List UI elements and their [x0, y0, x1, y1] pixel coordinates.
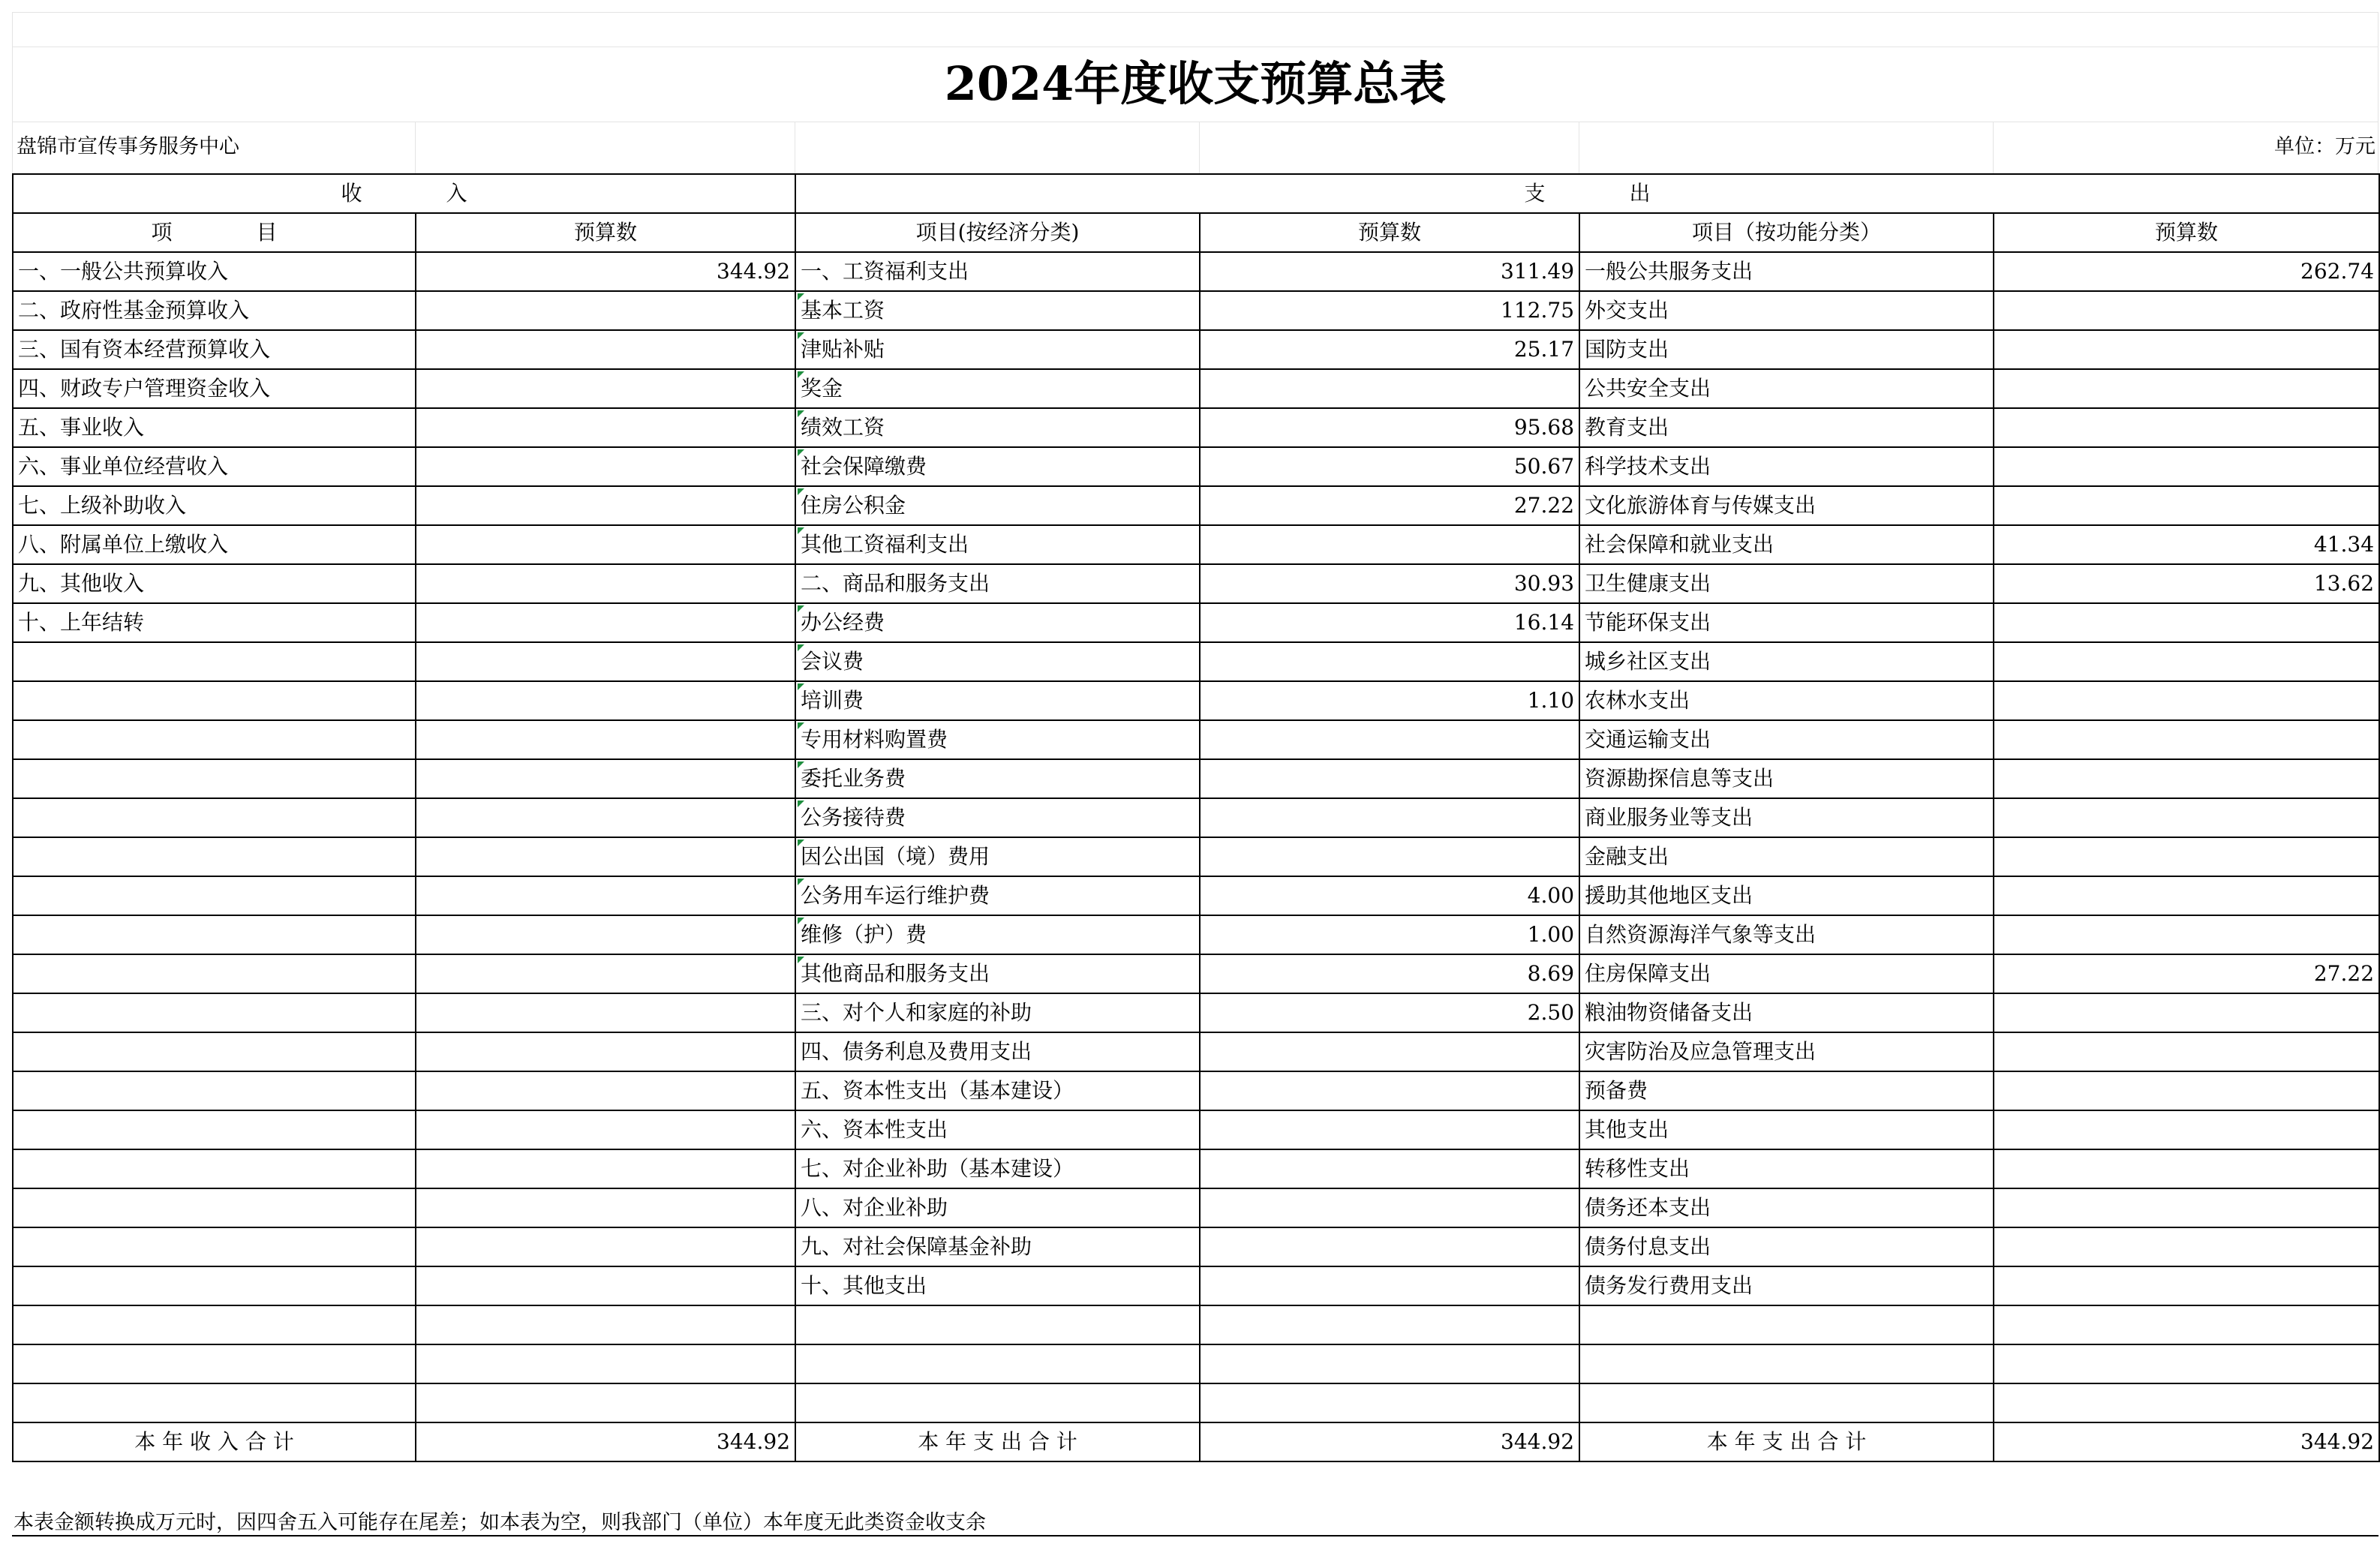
econ-amount-cell: 4.00: [1200, 876, 1579, 915]
func-item-cell: 农林水支出: [1579, 681, 1994, 720]
table-row: [13, 759, 2379, 798]
econ-amount-cell: [1200, 798, 1579, 837]
func-amount-cell: [1994, 642, 2379, 681]
econ-item-cell: 八、对企业补助: [795, 1188, 1200, 1227]
econ-item-cell: 绩效工资: [795, 408, 1200, 447]
econ-amount-cell: [1200, 1266, 1579, 1305]
func-amount-cell: [1994, 1383, 2379, 1422]
func-amount-cell: [1994, 1266, 2379, 1305]
econ-amount-cell: 311.49: [1200, 252, 1579, 291]
income-amount-cell: [416, 603, 795, 642]
func-amount-cell: [1994, 1032, 2379, 1071]
econ-item-cell: 公务接待费: [795, 798, 1200, 837]
income-amount-cell: [416, 369, 795, 408]
column-header-row: [13, 213, 2379, 252]
econ-amount-cell: [1200, 837, 1579, 876]
income-item-cell: [13, 1071, 416, 1110]
econ-item-cell: 六、资本性支出: [795, 1110, 1200, 1149]
income-amount-cell: [416, 1188, 795, 1227]
func-item-cell: 科学技术支出: [1579, 447, 1994, 486]
func-amount-cell: 27.22: [1994, 954, 2379, 993]
income-amount-cell: [416, 486, 795, 525]
income-amount-cell: [416, 1110, 795, 1149]
income-amount-cell: [416, 1266, 795, 1305]
income-amount-cell: [416, 720, 795, 759]
func-item-cell: 债务发行费用支出: [1579, 1266, 1994, 1305]
func-item-cell: 城乡社区支出: [1579, 642, 1994, 681]
expense-section-header: 支 出: [795, 174, 2379, 213]
econ-total-amount: 344.92: [1200, 1422, 1579, 1461]
income-amount-cell: [416, 642, 795, 681]
func-total-amount: 344.92: [1994, 1422, 2379, 1461]
econ-amount-cell: 112.75: [1200, 291, 1579, 330]
income-total-amount: 344.92: [416, 1422, 795, 1461]
table-body: [13, 252, 2379, 1422]
econ-item-cell: 其他工资福利支出: [795, 525, 1200, 564]
econ-amount-cell: [1200, 1032, 1579, 1071]
budget-table: [12, 173, 2380, 1462]
func-amount-cell: [1994, 1344, 2379, 1383]
func-item-cell: 自然资源海洋气象等支出: [1579, 915, 1994, 954]
income-item-cell: [13, 1032, 416, 1071]
table-row: [13, 642, 2379, 681]
econ-total-label: 本 年 支 出 合 计: [795, 1422, 1200, 1461]
econ-item-cell: 其他商品和服务支出: [795, 954, 1200, 993]
income-item-cell: 三、国有资本经营预算收入: [13, 330, 416, 369]
footnote-underline: [12, 1535, 2378, 1536]
income-amount-cell: [416, 564, 795, 603]
func-item-cell: 住房保障支出: [1579, 954, 1994, 993]
income-item-cell: [13, 1383, 416, 1422]
table-row: [13, 486, 2379, 525]
table-row: [13, 330, 2379, 369]
income-item-cell: [13, 837, 416, 876]
econ-amount-cell: [1200, 759, 1579, 798]
table-row: [13, 564, 2379, 603]
income-item-cell: 五、事业收入: [13, 408, 416, 447]
func-amount-cell: 41.34: [1994, 525, 2379, 564]
econ-item-cell: 住房公积金: [795, 486, 1200, 525]
econ-item-cell: 办公经费: [795, 603, 1200, 642]
func-item-cell: 债务还本支出: [1579, 1188, 1994, 1227]
func-amount-cell: [1994, 1071, 2379, 1110]
econ-item-cell: 奖金: [795, 369, 1200, 408]
econ-item-cell: 维修（护）费: [795, 915, 1200, 954]
table-row: [13, 1110, 2379, 1149]
income-item-cell: [13, 1305, 416, 1344]
func-amount-cell: 262.74: [1994, 252, 2379, 291]
income-amount-cell: 344.92: [416, 252, 795, 291]
func-item-cell: 文化旅游体育与传媒支出: [1579, 486, 1994, 525]
econ-amount-cell: [1200, 369, 1579, 408]
page-title: 2024年度收支预算总表: [944, 56, 1447, 111]
func-item-cell: [1579, 1344, 1994, 1383]
econ-amount-cell: 2.50: [1200, 993, 1579, 1032]
table-row: [13, 876, 2379, 915]
table-row: [13, 720, 2379, 759]
income-item-cell: [13, 720, 416, 759]
func-item-cell: 预备费: [1579, 1071, 1994, 1110]
col-header-item: 项 目: [13, 213, 416, 252]
table-row: [13, 1305, 2379, 1344]
func-amount-cell: [1994, 1110, 2379, 1149]
func-amount-cell: [1994, 1305, 2379, 1344]
econ-amount-cell: [1200, 720, 1579, 759]
table-row: [13, 1149, 2379, 1188]
econ-item-cell: 委托业务费: [795, 759, 1200, 798]
income-item-cell: 一、一般公共预算收入: [13, 252, 416, 291]
income-amount-cell: [416, 876, 795, 915]
income-item-cell: [13, 759, 416, 798]
econ-amount-cell: 30.93: [1200, 564, 1579, 603]
econ-item-cell: 会议费: [795, 642, 1200, 681]
table-row: [13, 1032, 2379, 1071]
econ-item-cell: 五、资本性支出（基本建设）: [795, 1071, 1200, 1110]
econ-item-cell: 基本工资: [795, 291, 1200, 330]
func-amount-cell: [1994, 603, 2379, 642]
income-amount-cell: [416, 1383, 795, 1422]
func-amount-cell: [1994, 837, 2379, 876]
econ-item-cell: 一、工资福利支出: [795, 252, 1200, 291]
func-item-cell: 粮油物资储备支出: [1579, 993, 1994, 1032]
income-item-cell: 十、上年结转: [13, 603, 416, 642]
func-item-cell: 金融支出: [1579, 837, 1994, 876]
totals-row: [13, 1422, 2379, 1461]
income-item-cell: 六、事业单位经营收入: [13, 447, 416, 486]
table-row: [13, 798, 2379, 837]
income-item-cell: [13, 798, 416, 837]
table-row: [13, 1071, 2379, 1110]
table-row: [13, 291, 2379, 330]
func-item-cell: 一般公共服务支出: [1579, 252, 1994, 291]
func-item-cell: 转移性支出: [1579, 1149, 1994, 1188]
func-amount-cell: [1994, 486, 2379, 525]
income-amount-cell: [416, 954, 795, 993]
econ-amount-cell: 1.00: [1200, 915, 1579, 954]
func-item-cell: 资源勘探信息等支出: [1579, 759, 1994, 798]
econ-item-cell: 十、其他支出: [795, 1266, 1200, 1305]
func-item-cell: 教育支出: [1579, 408, 1994, 447]
col-header-budget: 预算数: [416, 213, 795, 252]
func-item-cell: 援助其他地区支出: [1579, 876, 1994, 915]
econ-amount-cell: 50.67: [1200, 447, 1579, 486]
income-amount-cell: [416, 1071, 795, 1110]
func-item-cell: 灾害防治及应急管理支出: [1579, 1032, 1994, 1071]
econ-item-cell: 九、对社会保障基金补助: [795, 1227, 1200, 1266]
income-amount-cell: [416, 681, 795, 720]
income-item-cell: 七、上级补助收入: [13, 486, 416, 525]
econ-item-cell: 公务用车运行维护费: [795, 876, 1200, 915]
func-amount-cell: [1994, 408, 2379, 447]
table-row: [13, 369, 2379, 408]
func-amount-cell: [1994, 798, 2379, 837]
func-item-cell: 交通运输支出: [1579, 720, 1994, 759]
econ-amount-cell: [1200, 1344, 1579, 1383]
econ-item-cell: [795, 1344, 1200, 1383]
econ-amount-cell: [1200, 1305, 1579, 1344]
econ-amount-cell: [1200, 1227, 1579, 1266]
func-amount-cell: 13.62: [1994, 564, 2379, 603]
econ-amount-cell: [1200, 1149, 1579, 1188]
func-amount-cell: [1994, 681, 2379, 720]
func-item-cell: [1579, 1383, 1994, 1422]
func-item-cell: [1579, 1305, 1994, 1344]
income-item-cell: [13, 993, 416, 1032]
func-item-cell: 外交支出: [1579, 291, 1994, 330]
func-item-cell: 节能环保支出: [1579, 603, 1994, 642]
table-row: [13, 1383, 2379, 1422]
income-item-cell: [13, 1344, 416, 1383]
func-amount-cell: [1994, 720, 2379, 759]
econ-amount-cell: 95.68: [1200, 408, 1579, 447]
col-header-budget: 预算数: [1200, 213, 1579, 252]
table-row: [13, 408, 2379, 447]
econ-item-cell: 三、对个人和家庭的补助: [795, 993, 1200, 1032]
econ-amount-cell: [1200, 525, 1579, 564]
econ-amount-cell: 8.69: [1200, 954, 1579, 993]
income-amount-cell: [416, 1227, 795, 1266]
income-item-cell: [13, 915, 416, 954]
econ-amount-cell: 16.14: [1200, 603, 1579, 642]
income-item-cell: [13, 681, 416, 720]
income-amount-cell: [416, 1149, 795, 1188]
func-item-cell: 债务付息支出: [1579, 1227, 1994, 1266]
table-row: [13, 447, 2379, 486]
income-amount-cell: [416, 798, 795, 837]
func-item-cell: 社会保障和就业支出: [1579, 525, 1994, 564]
income-item-cell: [13, 1188, 416, 1227]
col-header-budget: 预算数: [1994, 213, 2379, 252]
income-item-cell: 九、其他收入: [13, 564, 416, 603]
income-amount-cell: [416, 1344, 795, 1383]
econ-item-cell: 因公出国（境）费用: [795, 837, 1200, 876]
func-total-label: 本 年 支 出 合 计: [1579, 1422, 1994, 1461]
func-item-cell: 卫生健康支出: [1579, 564, 1994, 603]
income-amount-cell: [416, 915, 795, 954]
econ-item-cell: [795, 1383, 1200, 1422]
income-item-cell: [13, 1227, 416, 1266]
func-amount-cell: [1994, 1149, 2379, 1188]
table-row: [13, 1266, 2379, 1305]
col-header-econ: 项目(按经济分类): [795, 213, 1200, 252]
table-row: [13, 603, 2379, 642]
econ-amount-cell: [1200, 1071, 1579, 1110]
econ-item-cell: 社会保障缴费: [795, 447, 1200, 486]
income-item-cell: [13, 954, 416, 993]
income-amount-cell: [416, 525, 795, 564]
func-amount-cell: [1994, 915, 2379, 954]
econ-amount-cell: 25.17: [1200, 330, 1579, 369]
section-header-row: [13, 174, 2379, 213]
income-amount-cell: [416, 447, 795, 486]
table-row: [13, 915, 2379, 954]
table-row: [13, 1227, 2379, 1266]
econ-item-cell: 二、商品和服务支出: [795, 564, 1200, 603]
income-amount-cell: [416, 291, 795, 330]
income-item-cell: [13, 876, 416, 915]
table-row: [13, 993, 2379, 1032]
income-item-cell: 四、财政专户管理资金收入: [13, 369, 416, 408]
grid-line: [1993, 122, 1994, 173]
econ-item-cell: 七、对企业补助（基本建设）: [795, 1149, 1200, 1188]
income-item-cell: [13, 1266, 416, 1305]
income-item-cell: [13, 1149, 416, 1188]
unit-label: 单位：万元: [2274, 135, 2375, 158]
func-amount-cell: [1994, 1227, 2379, 1266]
func-item-cell: 商业服务业等支出: [1579, 798, 1994, 837]
income-item-cell: 八、附属单位上缴收入: [13, 525, 416, 564]
table-row: [13, 681, 2379, 720]
econ-amount-cell: 1.10: [1200, 681, 1579, 720]
econ-item-cell: 培训费: [795, 681, 1200, 720]
econ-item-cell: 四、债务利息及费用支出: [795, 1032, 1200, 1071]
table-row: [13, 837, 2379, 876]
income-amount-cell: [416, 837, 795, 876]
footnote: 本表金额转换成万元时，因四舍五入可能存在尾差；如本表为空，则我部门（单位）本年度无此类资金收支余: [14, 1511, 986, 1534]
table-row: [13, 1188, 2379, 1227]
unit-name: 盘锦市宣传事务服务中心: [17, 135, 239, 158]
table-row: [13, 954, 2379, 993]
econ-amount-cell: [1200, 1383, 1579, 1422]
income-item-cell: [13, 642, 416, 681]
econ-amount-cell: [1200, 1188, 1579, 1227]
income-amount-cell: [416, 408, 795, 447]
income-total-label: 本 年 收 入 合 计: [13, 1422, 416, 1461]
table-row: [13, 1344, 2379, 1383]
econ-amount-cell: 27.22: [1200, 486, 1579, 525]
income-section-header: 收 入: [13, 174, 795, 213]
func-item-cell: 国防支出: [1579, 330, 1994, 369]
table-row: [13, 525, 2379, 564]
table-row: [13, 252, 2379, 291]
econ-item-cell: 津贴补贴: [795, 330, 1200, 369]
func-amount-cell: [1994, 759, 2379, 798]
econ-amount-cell: [1200, 1110, 1579, 1149]
func-item-cell: 公共安全支出: [1579, 369, 1994, 408]
grid-line: [12, 12, 2378, 13]
econ-amount-cell: [1200, 642, 1579, 681]
income-amount-cell: [416, 1032, 795, 1071]
func-amount-cell: [1994, 993, 2379, 1032]
grid-line: [415, 122, 416, 173]
col-header-func: 项目（按功能分类）: [1579, 213, 1994, 252]
func-amount-cell: [1994, 330, 2379, 369]
func-amount-cell: [1994, 876, 2379, 915]
func-amount-cell: [1994, 447, 2379, 486]
income-item-cell: [13, 1110, 416, 1149]
income-amount-cell: [416, 330, 795, 369]
income-amount-cell: [416, 759, 795, 798]
income-amount-cell: [416, 993, 795, 1032]
income-item-cell: 二、政府性基金预算收入: [13, 291, 416, 330]
econ-item-cell: 专用材料购置费: [795, 720, 1200, 759]
func-amount-cell: [1994, 1188, 2379, 1227]
income-amount-cell: [416, 1305, 795, 1344]
econ-item-cell: [795, 1305, 1200, 1344]
grid-line: [1199, 122, 1200, 173]
func-item-cell: 其他支出: [1579, 1110, 1994, 1149]
func-amount-cell: [1994, 369, 2379, 408]
func-amount-cell: [1994, 291, 2379, 330]
